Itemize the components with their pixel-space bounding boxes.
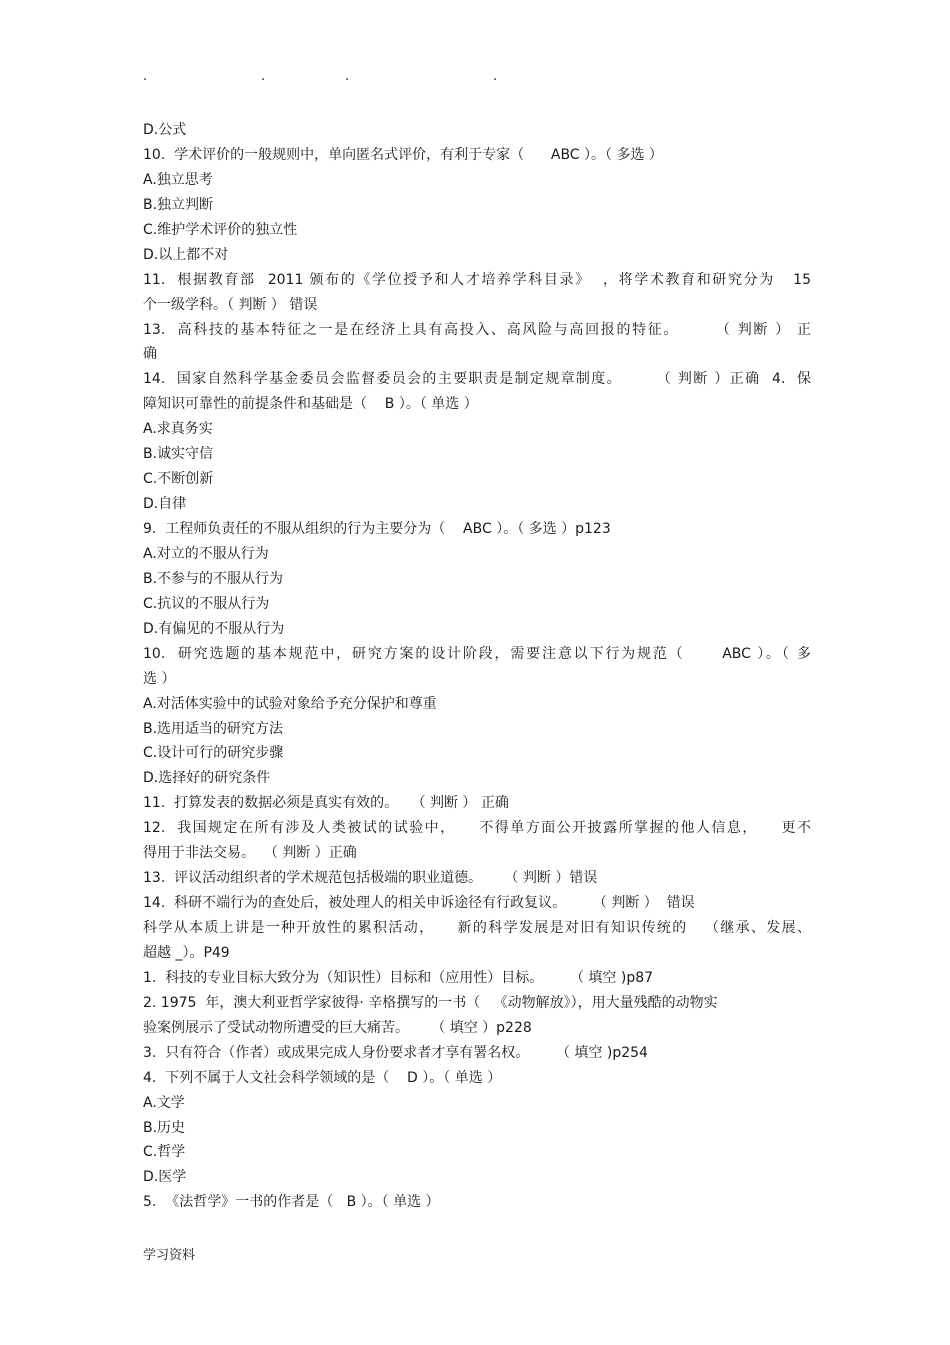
text-line: B.历史: [143, 1119, 186, 1136]
text-line: 科学从本质上讲是一种开放性的累积活动， 新的科学发展是对旧有知识传统的 （继承、发展、: [143, 920, 811, 936]
header-dot: .: [143, 69, 148, 84]
text-line: 选 ）: [143, 670, 176, 687]
header-dot: .: [261, 69, 266, 84]
text-line: B.诚实守信: [143, 446, 214, 463]
text-line: B.独立判断: [143, 196, 214, 213]
text-line: D.公式: [143, 122, 187, 138]
text-line: D.自律: [143, 496, 187, 513]
text-line: A.独立思考: [143, 171, 213, 188]
text-line: B.不参与的不服从行为: [143, 570, 284, 587]
header-dot: .: [493, 69, 498, 84]
text-line: 1. 科技的专业目标大致分为（知识性）目标和（应用性）目标。 （ 填空 )p87: [143, 969, 654, 986]
text-line: A.对活体实验中的试验对象给予充分保护和尊重: [143, 695, 437, 712]
text-line: A.文学: [143, 1094, 185, 1111]
text-line: C.哲学: [143, 1144, 186, 1161]
text-line: 11. 打算发表的数据必须是真实有效的。 （ 判断 ） 正确: [143, 795, 509, 812]
text-line: 14. 科研不端行为的查处后，被处理人的相关申诉途径有行政复议。 （ 判断 ） 错误: [143, 895, 695, 912]
text-line: C.维护学术评价的独立性: [143, 221, 298, 238]
text-line: C.不断创新: [143, 471, 214, 488]
text-line: 超越 _）。P49: [143, 944, 230, 961]
text-line: 10. 学术评价的一般规则中，单向匿名式评价，有利于专家（ ABC ）。（ 多选 ）: [143, 146, 663, 163]
text-line: 5. 《法哲学》一书的作者是（ B ）。（ 单选 ）: [143, 1194, 440, 1211]
text-line: 13. 评议活动组织者的学术规范包括极端的职业道德。 （ 判断 ）错误: [143, 870, 598, 887]
header-dot: .: [345, 69, 350, 84]
text-line: 个一级学科。（ 判断 ） 错误: [143, 296, 318, 313]
text-line: 2. 1975 年，澳大利亚哲学家彼得· 辛格撰写的一书（ 《动物解放》），用大量残酷的动物实: [143, 994, 718, 1011]
text-line: 确: [143, 346, 157, 363]
page-footer: 学习资料: [143, 1248, 196, 1263]
document-body: [143, 118, 811, 1215]
text-line: B.选用适当的研究方法: [143, 720, 284, 737]
text-line: 障知识可靠性的前提条件和基础是（ B ）。（ 单选 ）: [143, 396, 478, 413]
text-line: D.以上都不对: [143, 246, 229, 263]
header-dots: [143, 70, 543, 84]
text-line: D.医学: [143, 1169, 187, 1186]
text-line: 得用于非法交易。 （ 判断 ）正确: [143, 845, 357, 862]
text-line: 14. 国家自然科学基金委员会监督委员会的主要职责是制定规章制度。 （ 判断 ）正确 4. 保: [143, 371, 811, 388]
text-line: 13. 高科技的基本特征之一是在经济上具有高投入、高风险与高回报的特征。 （ 判断 ） 正: [143, 321, 811, 338]
text-line: A.对立的不服从行为: [143, 545, 269, 562]
text-line: D.有偏见的不服从行为: [143, 620, 285, 637]
text-line: 11. 根据教育部 2011 颁布的《学位授予和人才培养学科目录》 ，将学术教育和研究分为 15: [143, 271, 811, 288]
text-line: 验案例展示了受试动物所遭受的巨大痛苦。 （ 填空 ）p228: [143, 1019, 532, 1036]
text-line: D.选择好的研究条件: [143, 770, 271, 787]
text-line: C.抗议的不服从行为: [143, 595, 270, 612]
text-line: 3. 只有符合（作者）或成果完成人身份要求者才享有署名权。 （ 填空 )p254: [143, 1044, 648, 1061]
text-line: 4. 下列不属于人文社会科学领域的是（ D ）。（ 单选 ）: [143, 1069, 502, 1086]
text-line: A.求真务实: [143, 421, 213, 438]
text-line: 10. 研究选题的基本规范中，研究方案的设计阶段，需要注意以下行为规范（ ABC ）。（ 多: [143, 645, 811, 662]
text-line: 9. 工程师负责任的不服从组织的行为主要分为（ ABC ）。（ 多选 ）p123: [143, 521, 611, 537]
text-line: 12. 我国规定在所有涉及人类被试的试验中， 不得单方面公开披露所掌握的他人信息， 更不: [143, 820, 811, 837]
text-line: C.设计可行的研究步骤: [143, 745, 284, 762]
